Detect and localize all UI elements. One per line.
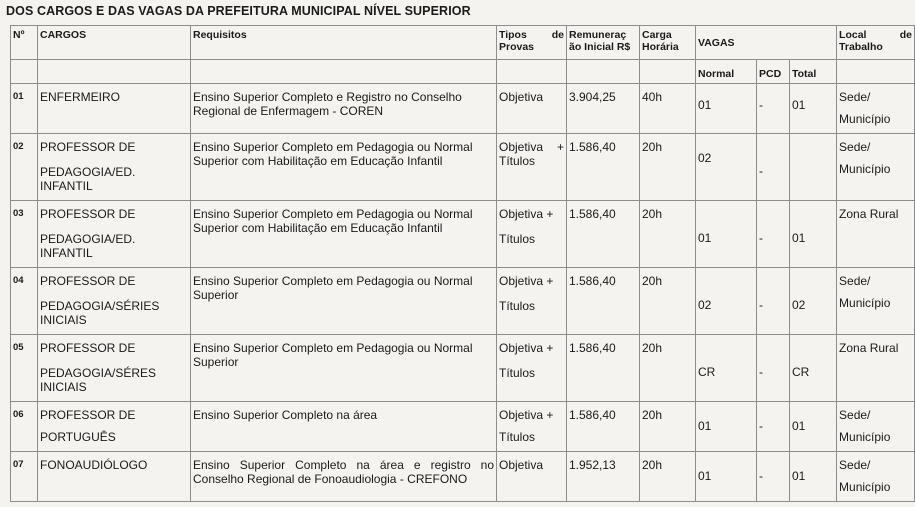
local-line: Município [839, 430, 891, 444]
header-carga-line1: Carga [642, 29, 672, 41]
header-carga [640, 26, 696, 60]
tipo-line: Títulos [499, 299, 536, 313]
tipo-provas-cell [497, 268, 567, 335]
vagas-normal-cell: 01 [696, 201, 757, 268]
local-line: Sede/ [839, 408, 871, 422]
tipo-line: Títulos [499, 232, 536, 246]
tipo-provas-cell [497, 134, 567, 201]
cargo-line: PEDAGOGIA/SÉRES [40, 366, 157, 380]
tipo-line: Objetiva [499, 140, 544, 154]
tipo-plus: + [556, 140, 564, 154]
cargo-cell [38, 84, 191, 134]
local-line: Município [839, 162, 891, 176]
cargo-line: PEDAGOGIA/ED. [40, 165, 136, 179]
local-line: Zona Rural [839, 341, 899, 355]
header-cargos: CARGOS [38, 26, 191, 60]
page-title: DOS CARGOS E DAS VAGAS DA PREFEITURA MUNICIPAL NÍVEL SUPERIOR [6, 4, 471, 18]
requisitos-line: Ensino Superior Completo e Registro no Conselho [193, 90, 462, 104]
tipo-line: Objetiva [499, 90, 544, 104]
vagas-total-cell: 01 [790, 452, 837, 502]
header-row [11, 26, 915, 60]
requisitos-line: Superior [193, 355, 239, 369]
local-line: Sede/ [839, 90, 871, 104]
requisitos-line: Ensino Superior Completo em Pedagogia ou Normal [193, 140, 473, 154]
carga-cell: 20h [640, 402, 696, 452]
tipo-line: Objetiva [499, 458, 544, 472]
requisitos-cell [191, 268, 497, 335]
requisitos-line: Superior com Habilitação em Educação Infantil [193, 221, 443, 235]
subheader-row [11, 60, 915, 84]
subheader-empty [640, 60, 696, 84]
local-line: Sede/ [839, 458, 871, 472]
subheader-empty [38, 60, 191, 84]
requisitos-line: Ensino Superior Completo em Pedagogia ou Normal [193, 341, 473, 355]
row-number: 06 [11, 402, 38, 452]
table-row [11, 452, 915, 502]
cargo-line: ENFERMEIRO [40, 90, 121, 104]
tipo-line: Títulos [499, 430, 536, 444]
subheader-empty [11, 60, 38, 84]
remuneracao-cell: 1.586,40 [567, 335, 640, 402]
vagas-pcd-cell: - [757, 335, 790, 402]
subheader-empty [837, 60, 915, 84]
row-number: 04 [11, 268, 38, 335]
carga-cell: 20h [640, 452, 696, 502]
row-number: 05 [11, 335, 38, 402]
requisitos-line: Superior com Habilitação em Educação Infantil [193, 154, 443, 168]
local-cell [837, 201, 915, 268]
cargo-cell [38, 335, 191, 402]
row-number: 01 [11, 84, 38, 134]
header-local-line2: Trabalho [839, 41, 883, 53]
vagas-total-cell: 02 [790, 268, 837, 335]
vagas-normal-cell: 01 [696, 84, 757, 134]
cargo-line: PROFESSOR DE [40, 341, 136, 355]
cargo-line: INICIAIS [40, 380, 87, 394]
remuneracao-cell: 3.904,25 [567, 84, 640, 134]
vagas-total-cell: 01 [790, 84, 837, 134]
cargo-cell [38, 452, 191, 502]
local-cell [837, 134, 915, 201]
vagas-total-cell: 01 [790, 402, 837, 452]
subheader-empty [567, 60, 640, 84]
vagas-pcd-cell: - [757, 452, 790, 502]
local-line: Município [839, 296, 891, 310]
requisitos-cell [191, 201, 497, 268]
tipo-provas-cell [497, 402, 567, 452]
vagas-normal-cell: 01 [696, 452, 757, 502]
vagas-normal-cell: 01 [696, 402, 757, 452]
subheader-empty [497, 60, 567, 84]
header-tipos-line1b: de [551, 29, 564, 41]
vacancies-table [10, 25, 915, 502]
cargo-line: PORTUGUÊS [40, 430, 116, 444]
requisitos-line: Ensino Superior Completo em Pedagogia ou Normal [193, 207, 473, 221]
header-tipos-line2: Provas [499, 41, 535, 53]
requisitos-line: Ensino Superior Completo em Pedagogia ou Normal [193, 274, 473, 288]
cargo-line: INFANTIL [40, 246, 93, 260]
tipo-line: Objetiva + [499, 408, 554, 422]
vagas-total-cell: 01 [790, 201, 837, 268]
header-remuneracao [567, 26, 640, 60]
cargo-cell [38, 268, 191, 335]
requisitos-cell [191, 452, 497, 502]
cargo-line: PEDAGOGIA/ED. [40, 232, 136, 246]
table-row [11, 84, 915, 134]
vagas-pcd-cell: - [757, 84, 790, 134]
requisitos-line: Superior [193, 288, 239, 302]
tipo-line: Objetiva + [499, 207, 554, 221]
vagas-normal-cell: 02 [696, 134, 757, 201]
table-row [11, 134, 915, 201]
tipo-line: Objetiva + [499, 341, 554, 355]
header-num: Nº [11, 26, 38, 60]
local-line: Município [839, 480, 891, 494]
tipo-provas-cell [497, 201, 567, 268]
remuneracao-cell: 1.586,40 [567, 201, 640, 268]
header-remun-line1: Remuneraç [569, 29, 627, 41]
requisitos-cell [191, 335, 497, 402]
vagas-normal-cell: 02 [696, 268, 757, 335]
requisitos-line: Ensino Superior Completo na área [193, 408, 378, 422]
cargo-line: PROFESSOR DE [40, 140, 136, 154]
requisitos-line: Regional de Enfermagem - COREN [193, 104, 384, 118]
cargo-cell [38, 402, 191, 452]
header-vagas: VAGAS [696, 26, 837, 60]
cargo-line: PROFESSOR DE [40, 408, 136, 422]
tipo-provas-cell [497, 335, 567, 402]
subheader-empty [191, 60, 497, 84]
local-line: Sede/ [839, 274, 871, 288]
header-normal: Normal [696, 60, 757, 84]
header-local-line1b: de [899, 29, 913, 41]
cargo-line: INFANTIL [40, 179, 93, 193]
requisitos-line: Ensino Superior Completo na área e registro no [193, 458, 494, 472]
vagas-pcd-cell: - [757, 402, 790, 452]
cargo-line: PEDAGOGIA/SÉRIES [40, 299, 160, 313]
carga-cell: 20h [640, 335, 696, 402]
vagas-total-cell: CR [790, 335, 837, 402]
tipo-provas-cell [497, 452, 567, 502]
remuneracao-cell: 1.586,40 [567, 268, 640, 335]
tipo-line: Títulos [499, 366, 536, 380]
row-number: 07 [11, 452, 38, 502]
carga-cell: 40h [640, 84, 696, 134]
table-row [11, 335, 915, 402]
local-cell [837, 402, 915, 452]
header-carga-line2: Horária [642, 41, 679, 53]
tipo-line: Títulos [499, 154, 536, 168]
local-line: Município [839, 112, 891, 126]
local-line: Sede/ [839, 140, 871, 154]
row-number: 02 [11, 134, 38, 201]
table-row [11, 268, 915, 335]
local-cell [837, 452, 915, 502]
header-tipos [497, 26, 567, 60]
header-requisitos: Requisitos [191, 26, 497, 60]
remuneracao-cell: 1.952,13 [567, 452, 640, 502]
local-line: Zona Rural [839, 207, 899, 221]
vagas-pcd-cell: - [757, 201, 790, 268]
local-cell [837, 335, 915, 402]
requisitos-cell [191, 84, 497, 134]
header-total: Total [790, 60, 837, 84]
remuneracao-cell: 1.586,40 [567, 134, 640, 201]
cargo-line: INICIAIS [40, 313, 87, 327]
tipo-line: Objetiva + [499, 274, 554, 288]
header-tipos-line1a: Tipos [499, 29, 527, 41]
requisitos-line: Conselho Regional de Fonoaudiologia - CREFONO [193, 472, 468, 486]
requisitos-cell [191, 134, 497, 201]
table-row [11, 402, 915, 452]
local-cell [837, 268, 915, 335]
cargo-cell [38, 201, 191, 268]
cargo-cell [38, 134, 191, 201]
tipo-provas-cell [497, 84, 567, 134]
cargo-line: PROFESSOR DE [40, 207, 136, 221]
remuneracao-cell: 1.586,40 [567, 402, 640, 452]
requisitos-cell [191, 402, 497, 452]
vagas-total-cell [790, 134, 837, 201]
header-remun-line2: ão Inicial R$ [569, 41, 631, 53]
header-pcd: PCD [757, 60, 790, 84]
vagas-normal-cell: CR [696, 335, 757, 402]
carga-cell: 20h [640, 134, 696, 201]
carga-cell: 20h [640, 201, 696, 268]
vagas-pcd-cell: - [757, 134, 790, 201]
cargo-line: PROFESSOR DE [40, 274, 136, 288]
header-local [837, 26, 915, 60]
header-local-line1a: Local [839, 29, 867, 41]
vagas-pcd-cell: - [757, 268, 790, 335]
local-cell [837, 84, 915, 134]
carga-cell: 20h [640, 268, 696, 335]
cargo-line: FONOAUDIÓLOGO [40, 458, 148, 472]
table-row [11, 201, 915, 268]
row-number: 03 [11, 201, 38, 268]
